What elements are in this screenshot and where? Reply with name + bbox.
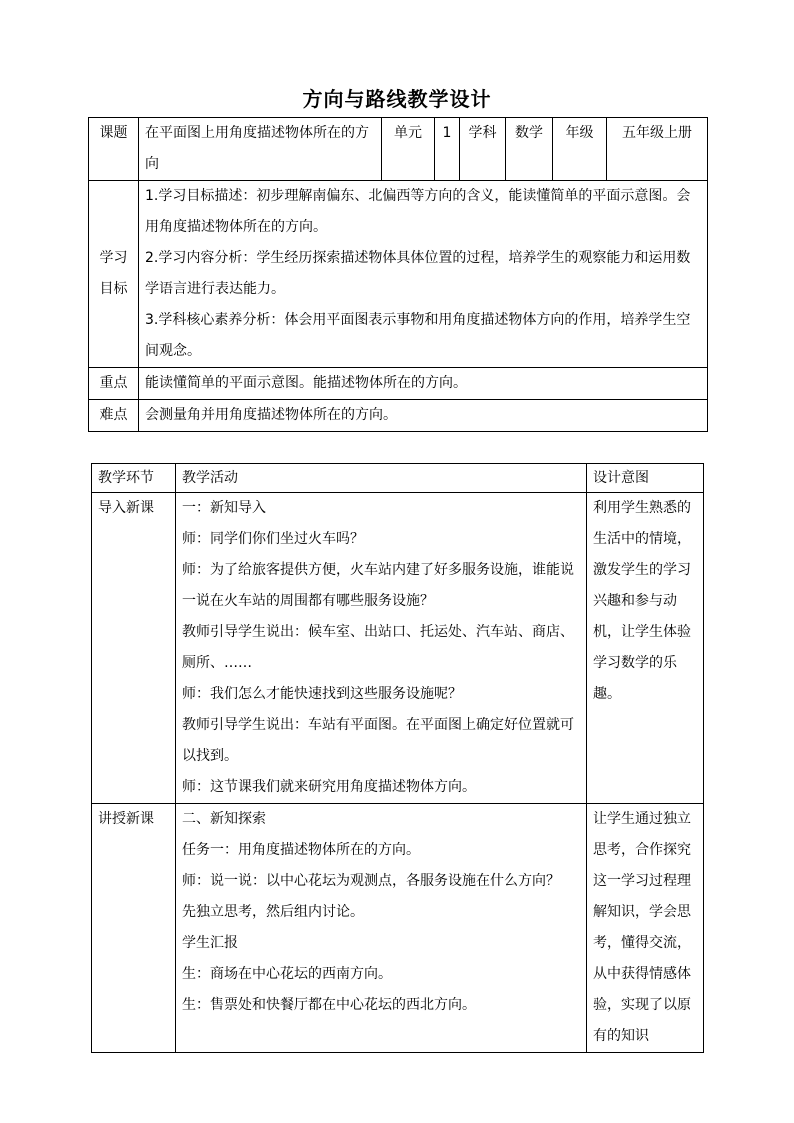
goals-label [89,181,139,368]
activity-line: 一：新知导入 [182,500,266,516]
activity-line: 师：我们怎么才能快速找到这些服务设施呢？ [182,686,462,702]
purpose-cell: 让学生通过独立思考，合作探究这一学习过程理解知识，学会思考，懂得交流，从中获得情感体验，实现了以原有的知识 [587,804,704,1053]
lesson-row [89,118,708,181]
unit-value: 1 [435,118,460,181]
document-title: 方向与路线教学设计 [302,87,492,111]
lesson-label: 课题 [89,118,139,181]
activity-line: 师：说一说：以中心花坛为观测点，各服务设施在什么方向？ [182,873,560,889]
activity-cell [176,493,587,804]
goals-label-line1: 学习 [99,250,128,266]
activity-line: 先独立思考，然后组内讨论。 [182,904,364,920]
purpose-cell: 利用学生熟悉的生活中的情境，激发学生的学习兴趣和参与动机，让学生体验学习数学的乐趣。 [587,493,704,804]
key-point-row [89,368,708,400]
teaching-plan-table [91,463,704,1053]
activity-line: 师：同学们你们坐过火车吗？ [182,531,364,547]
lesson-value: 在平面图上用角度描述物体所在的方向 [139,118,382,181]
plan-header-row [92,464,704,493]
goals-content [139,181,708,368]
stage-cell: 讲授新课 [92,804,176,1053]
activity-line: 任务一：用角度描述物体所在的方向。 [182,842,420,858]
difficult-point-row [89,400,708,432]
goals-row [89,181,708,368]
difficult-point-label: 难点 [89,400,139,432]
grade-label: 年级 [553,118,607,181]
activity-line: 教师引导学生说出：候车室、出站口、托运处、汽车站、商店、厕所、…… [182,624,574,671]
difficult-point-value: 会测量角并用角度描述物体所在的方向。 [139,400,708,432]
activity-line: 生：售票处和快餐厅都在中心花坛的西北方向。 [182,997,476,1013]
plan-row-new-lesson [92,804,704,1053]
activity-line: 教师引导学生说出：车站有平面图。在平面图上确定好位置就可以找到。 [182,717,574,764]
header-purpose: 设计意图 [587,464,704,493]
goal-item: 1.学习目标描述：初步理解南偏东、北偏西等方向的含义，能读懂简单的平面示意图。会用角度描述物体所在的方向。 [145,188,691,235]
subject-value: 数学 [506,118,553,181]
key-point-label: 重点 [89,368,139,400]
activity-line: 生：商场在中心花坛的西南方向。 [182,966,392,982]
activity-line: 学生汇报 [182,935,238,951]
activity-line: 二、新知探索 [182,811,266,827]
key-point-value: 能读懂简单的平面示意图。能描述物体所在的方向。 [139,368,708,400]
unit-label: 单元 [382,118,435,181]
plan-row-intro [92,493,704,804]
subject-label: 学科 [460,118,506,181]
grade-value: 五年级上册 [607,118,708,181]
activity-line: 师：为了给旅客提供方便，火车站内建了好多服务设施，谁能说一说在火车站的周围都有哪些服务设施？ [182,562,574,609]
activity-line: 师：这节课我们就来研究用角度描述物体方向。 [182,779,476,795]
goal-item: 2.学习内容分析：学生经历探索描述物体具体位置的过程，培养学生的观察能力和运用数学语言进行表达能力。 [145,250,691,297]
goal-item: 3.学科核心素养分析：体会用平面图表示事物和用角度描述物体方向的作用，培养学生空间观念。 [145,312,691,359]
lesson-info-table [88,117,708,432]
header-activity: 教学活动 [176,464,587,493]
header-stage: 教学环节 [92,464,176,493]
stage-cell: 导入新课 [92,493,176,804]
activity-cell [176,804,587,1053]
goals-label-line2: 目标 [99,281,128,297]
